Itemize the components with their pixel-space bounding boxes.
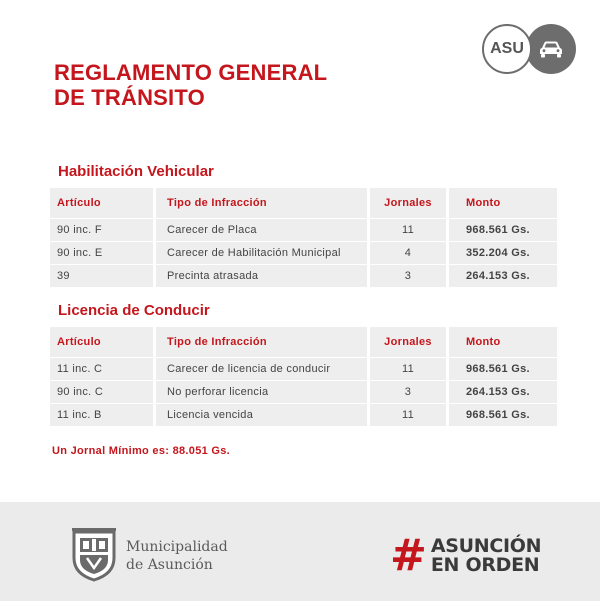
cell-tipo: Carecer de Habilitación Municipal <box>156 242 367 264</box>
hashtag-line-2: EN ORDEN <box>430 554 540 576</box>
cell-articulo: 11 inc. B <box>50 404 153 426</box>
hashtag-line-1: ASUNCIÓN <box>430 535 542 557</box>
cell-monto: 264.153 Gs. <box>449 381 557 403</box>
header-articulo: Artículo <box>50 188 153 218</box>
asu-label: ASU <box>482 24 532 74</box>
car-icon <box>526 24 576 74</box>
table-row <box>50 381 557 403</box>
cell-tipo: Precinta atrasada <box>156 265 367 287</box>
municipality-line-2: de Asunción <box>126 557 213 573</box>
jornal-minimo-note: Un Jornal Mínimo es: 88.051 Gs. <box>52 445 231 457</box>
hashtag-words <box>431 537 541 575</box>
cell-articulo: 90 inc. C <box>50 381 153 403</box>
table-row <box>50 404 557 426</box>
section-title-licencia: Licencia de Conducir <box>58 302 210 319</box>
cell-tipo: Carecer de licencia de conducir <box>156 358 367 380</box>
asu-badge <box>482 24 577 74</box>
cell-jornales: 3 <box>370 381 446 403</box>
header-jornales: Jornales <box>370 327 446 357</box>
header-tipo: Tipo de Infracción <box>156 188 367 218</box>
cell-jornales: 11 <box>370 219 446 241</box>
cell-monto: 352.204 Gs. <box>449 242 557 264</box>
cell-jornales: 3 <box>370 265 446 287</box>
coat-of-arms-icon <box>70 528 118 582</box>
table-row <box>50 358 557 380</box>
cell-jornales: 4 <box>370 242 446 264</box>
cell-tipo: Licencia vencida <box>156 404 367 426</box>
page-title <box>54 60 327 110</box>
cell-monto: 968.561 Gs. <box>449 404 557 426</box>
cell-monto: 264.153 Gs. <box>449 265 557 287</box>
table-header-row <box>50 188 557 218</box>
title-line-1: REGLAMENTO GENERAL <box>54 60 328 85</box>
hash-symbol: # <box>390 530 427 581</box>
table-row <box>50 242 557 264</box>
table-row <box>50 265 557 287</box>
table-row <box>50 219 557 241</box>
cell-articulo: 39 <box>50 265 153 287</box>
header-monto: Monto <box>449 188 557 218</box>
header-monto: Monto <box>449 327 557 357</box>
table-header-row <box>50 327 557 357</box>
municipality-line-1: Municipalidad <box>126 539 228 555</box>
cell-articulo: 90 inc. F <box>50 219 153 241</box>
footer <box>0 502 600 601</box>
cell-monto: 968.561 Gs. <box>449 358 557 380</box>
header-tipo: Tipo de Infracción <box>156 327 367 357</box>
municipality-name <box>126 538 228 574</box>
hashtag-logo <box>390 530 542 581</box>
cell-jornales: 11 <box>370 404 446 426</box>
section-title-habilitacion: Habilitación Vehicular <box>58 163 214 180</box>
table-licencia <box>50 327 557 427</box>
cell-articulo: 90 inc. E <box>50 242 153 264</box>
header-jornales: Jornales <box>370 188 446 218</box>
cell-tipo: Carecer de Placa <box>156 219 367 241</box>
title-line-2: DE TRÁNSITO <box>54 85 205 110</box>
cell-jornales: 11 <box>370 358 446 380</box>
cell-monto: 968.561 Gs. <box>449 219 557 241</box>
header-articulo: Artículo <box>50 327 153 357</box>
cell-tipo: No perforar licencia <box>156 381 367 403</box>
cell-articulo: 11 inc. C <box>50 358 153 380</box>
table-habilitacion <box>50 188 557 288</box>
